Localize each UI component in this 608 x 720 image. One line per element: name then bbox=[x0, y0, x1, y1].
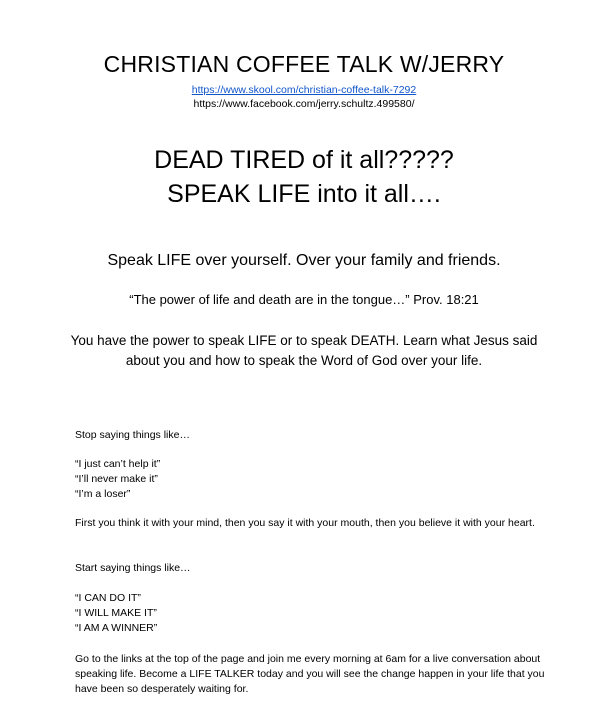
stop-intro: Stop saying things like… bbox=[75, 429, 190, 441]
start-item-2: “I WILL MAKE IT” bbox=[75, 607, 157, 619]
think-paragraph: First you think it with your mind, then you say it with your mouth, then you believe it with your heart. bbox=[75, 517, 535, 529]
scripture-quote: “The power of life and death are in the tongue…” Prov. 18:21 bbox=[129, 292, 479, 307]
start-item-3: “I AM A WINNER” bbox=[75, 622, 158, 634]
start-intro: Start saying things like… bbox=[75, 562, 191, 574]
stop-item-2: “I’ll never make it” bbox=[75, 473, 158, 485]
intro-paragraph: You have the power to speak LIFE or to speak DEATH. Learn what Jesus said about you and how to speak the Word of God over your life. bbox=[70, 333, 538, 368]
headline-line-2: SPEAK LIFE into it all…. bbox=[167, 180, 441, 208]
headline-line-1: DEAD TIRED of it all????? bbox=[154, 146, 454, 174]
closing-paragraph: Go to the links at the top of the page and join me every morning at 6am for a live conversation about speaking life. Become a LIFE TALKER today and you will see the change happen in your life that you have been so desperately waiting for. bbox=[75, 653, 545, 695]
subheading: Speak LIFE over yourself. Over your family and friends. bbox=[107, 252, 501, 269]
stop-item-3: “I’m a loser” bbox=[75, 488, 131, 500]
stop-item-1: “I just can’t help it” bbox=[75, 458, 161, 470]
skool-link[interactable]: https://www.skool.com/christian-coffee-talk-7292 bbox=[191, 84, 417, 96]
start-item-1: “I CAN DO IT” bbox=[75, 592, 141, 604]
page-title: CHRISTIAN COFFEE TALK W/JERRY bbox=[103, 51, 505, 77]
facebook-link: https://www.facebook.com/jerry.schultz.499580/ bbox=[193, 98, 415, 110]
